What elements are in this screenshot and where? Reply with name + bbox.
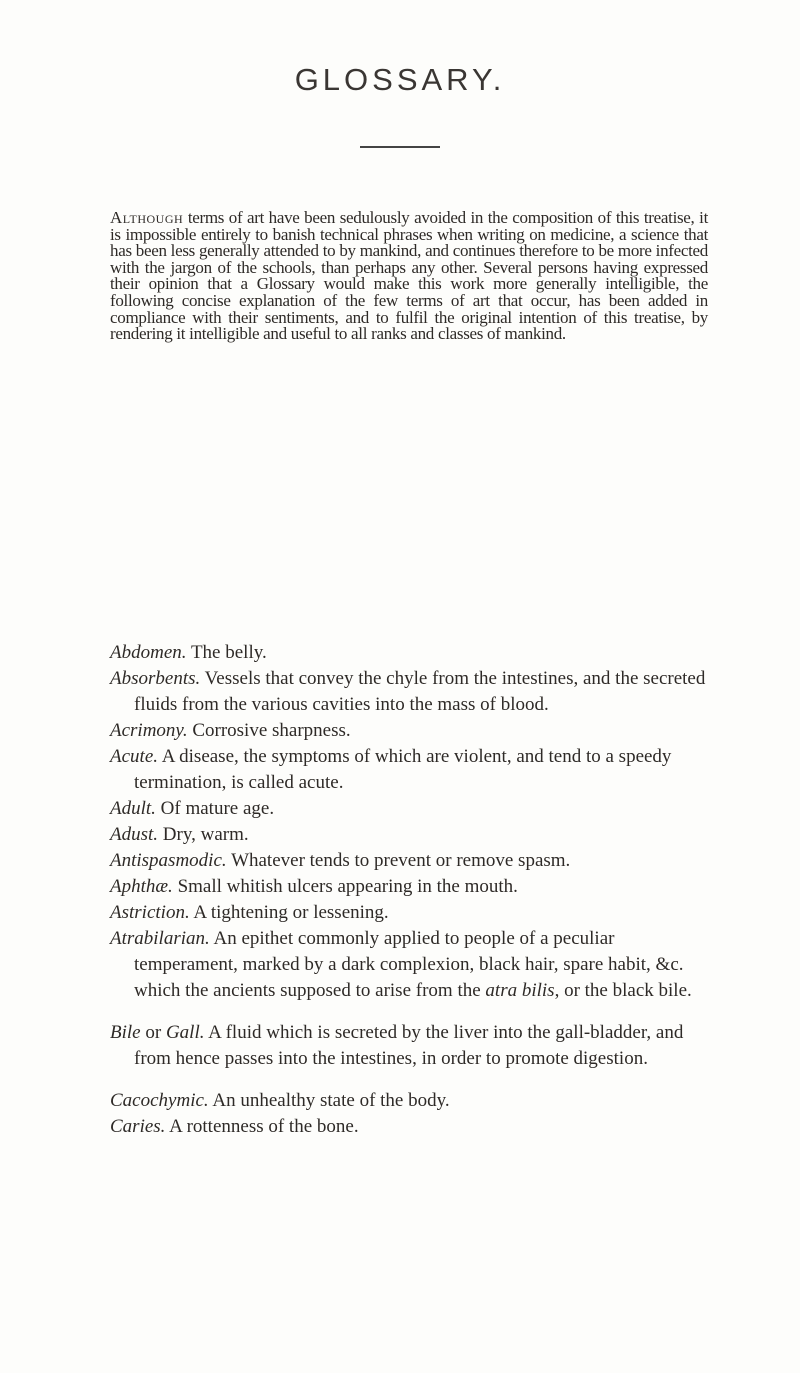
- entry-definition: Of mature age.: [160, 798, 275, 819]
- glossary-entry: [110, 1088, 710, 1114]
- glossary-entry: [110, 874, 710, 900]
- entry-definition: A tightening or lessening.: [193, 902, 389, 923]
- glossary-entry: [110, 744, 710, 796]
- entry-term: Caries.: [110, 1116, 166, 1137]
- entry-definition: A rottenness of the bone.: [169, 1116, 359, 1137]
- entry-definition: An unhealthy state of the body.: [212, 1090, 450, 1111]
- glossary-entry: [110, 718, 710, 744]
- glossary-entries: [110, 640, 710, 1140]
- title-rule: [360, 146, 440, 148]
- glossary-entry: [110, 900, 710, 926]
- glossary-entry: [110, 640, 710, 666]
- entry-definition: A disease, the symptoms of which are violent, and tend to a speedy termination, is called acute.: [134, 746, 672, 793]
- entry-term-alt: Gall.: [165, 1022, 205, 1043]
- entry-definition: A fluid which is secreted by the liver into the gall-bladder, and from hence passes into the intestines, in order to promote digestion.: [134, 1022, 684, 1069]
- entry-term: Adult.: [110, 798, 156, 819]
- section-gap: [110, 1072, 710, 1088]
- glossary-entry: [110, 822, 710, 848]
- glossary-entry: [110, 848, 710, 874]
- glossary-entry: [110, 796, 710, 822]
- entry-definition: The belly.: [190, 642, 267, 663]
- glossary-entry: [110, 1020, 710, 1072]
- entry-term: Aphthæ.: [110, 876, 173, 897]
- preface-text: terms of art have been sedulously avoided in the composition of this treatise, it is impossible entirely to banish technical phrases when writing on medicine, a science that has been less generally attended to by mankind, and continues therefore to be more infected with the jargon of the schools, than perhaps any other. Several persons having expressed their opinion that a Glossary would make this work more generally intelligible, the following concise explanation of the few terms of art that occur, has been added in compliance with their sentiments, and to fulfil the original intention of this treatise, by rendering it intelligible and useful to all ranks and classes of mankind.: [110, 208, 709, 344]
- entry-definition: An epithet commonly applied to people of a peculiar temperament, marked by a dark complexion, black hair, spare habit, &c. which the ancients supposed to arise from the: [134, 928, 684, 1001]
- preface-lead-word: Although: [110, 208, 184, 227]
- preface-paragraph: [110, 210, 708, 343]
- entry-term: Acrimony.: [110, 720, 188, 741]
- entry-term: Cacochymic.: [110, 1090, 209, 1111]
- entry-term: Absorbents.: [110, 668, 201, 689]
- entry-term: Atrabilarian.: [110, 928, 210, 949]
- entry-term: Adust.: [110, 824, 159, 845]
- entry-definition-end: , or the black bile.: [554, 980, 692, 1001]
- section-gap: [110, 1004, 710, 1020]
- entry-term: Astriction.: [110, 902, 190, 923]
- glossary-entry: [110, 666, 710, 718]
- entry-definition: Small whitish ulcers appearing in the mouth.: [177, 876, 518, 897]
- entry-term: Abdomen.: [110, 642, 187, 663]
- glossary-entry: [110, 1114, 710, 1140]
- page-title: GLOSSARY.: [294, 62, 506, 97]
- entry-definition: Dry, warm.: [162, 824, 249, 845]
- entry-term: Antispasmodic.: [110, 850, 227, 871]
- entry-latin-phrase: atra bilis: [485, 980, 555, 1001]
- entry-term: Acute.: [110, 746, 159, 767]
- entry-term: Bile: [110, 1022, 141, 1043]
- entry-definition: Whatever tends to prevent or remove spasm.: [231, 850, 571, 871]
- entry-definition: Corrosive sharpness.: [192, 720, 351, 741]
- glossary-entry: [110, 926, 710, 1004]
- entry-conjunction: or: [140, 1022, 166, 1043]
- entry-definition: Vessels that convey the chyle from the intestines, and the secreted fluids from the various cavities into the mass of blood.: [134, 668, 706, 715]
